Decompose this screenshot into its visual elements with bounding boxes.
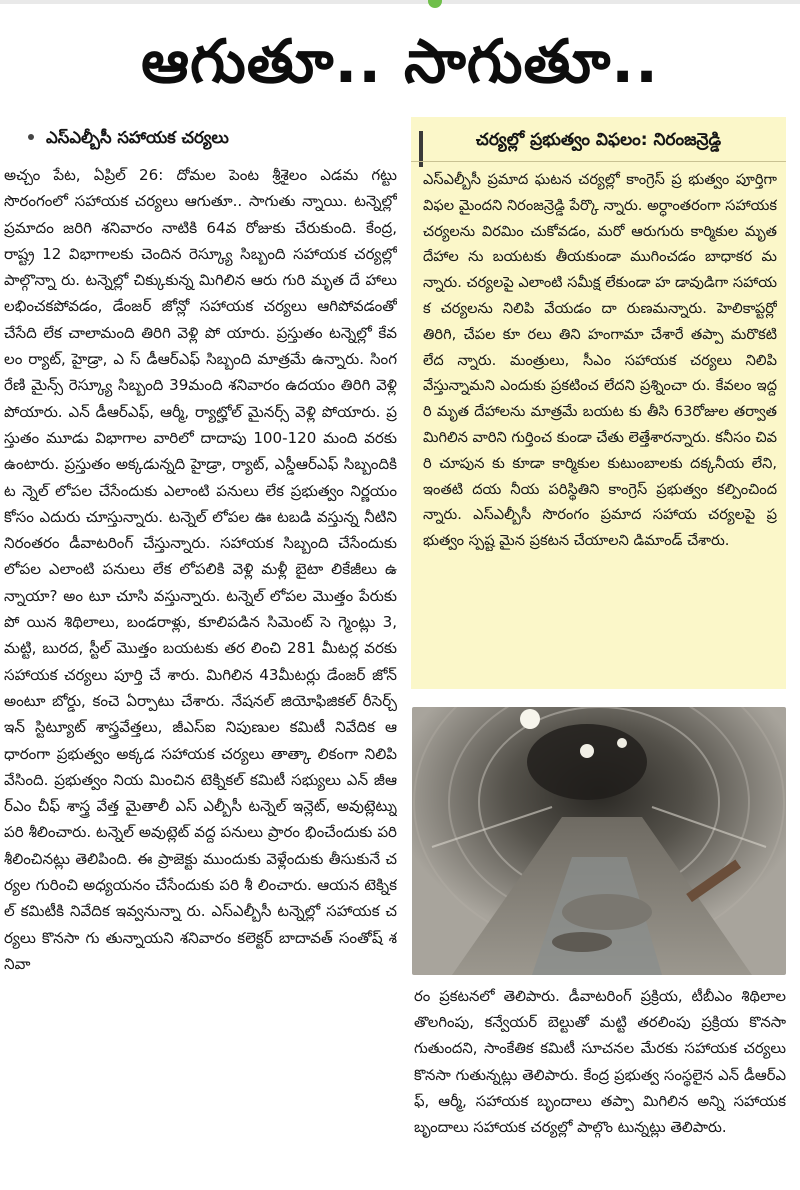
- sidebar-body: ఎస్ఎల్బీసీ ప్రమాద ఘటన చర్యల్లో కాంగ్రెస్ ప్ర భుత్వం పూర్తిగా విఫల మైందని నిరంజన్రెడ్డి పేర్కొ న్నారు. అర్ధాంతరంగా సహాయక చర్యలను విరమిం చుకోవడం, మరో ఆరుగురు కార్మికుల మృతదేహాల ను బయటకు తీయకుండా ముగించడం బాధాకర మన్నారు. చర్యలపై ఎలాంటి సమీక్ష లేకుండా హ డావుడిగా సహాయక చర్యలను నిలిపి వేయడం దా రుణమన్నారు. హెలికాప్టర్లో తిరిగి, చేపల కూ రలు తిని హంగామా చేశారే తప్పా మరొకటి లేద న్నారు. మంత్రులు, సీఎం సహాయక చర్యలు నిలిపి వేస్తున్నామని ఎందుకు ప్రకటించ లేదని ప్రశ్నించా రు. కేవలం ఇద్దరి మృత దేహాలను మాత్రమే బయట కు తీసి 63రోజుల తర్వాత మిగిలిన వారిని గుర్తించ కుండా చేతు లెత్తేశారన్నారు. కనీసం చివరి చూపున కు కూడా కార్మికుల కుటుంబాలకు దక్కనీయ లేని, ఇంతటి దయ నీయ పరిస్థితిని కాంగ్రెస్ ప్రభుత్వం కల్పించిందన్నారు. ఎస్ఎల్బీసీ సొరంగం ప్రమాద సహాయ చర్యలపై ప్రభుత్వం స్పష్ట మైన ప్రకటన చేయాలని డిమాండ్ చేశారు.: [423, 171, 777, 550]
- page-top-rule: [0, 0, 800, 4]
- tunnel-photo: [412, 707, 786, 975]
- story-body: అచ్చం పేట, ఏప్రిల్ 26: దోమల పెంట శ్రీశైలం ఎడమ గట్టు సొరంగంలో సహాయక చర్యలు ఆగుతూ.. సాగుతు న్నాయి. టన్నెల్లో ప్రమాదం జరిగి శనివారం నాటికి 64వ రోజుకు చేరుకుంది. కేంద్ర, రాష్ట్ర 12 విభాగాలకు చెందిన రెస్క్యూ సిబ్బంది సహాయక చర్యల్లో పాల్గొన్నా రు. టన్నెల్లో చిక్కుకున్న మిగిలిన ఆరు గురి మృత దే హాలు లభించకపోవడం, డేంజర్ జోన్లో సహాయక చర్యలు ఆగిపోవడంతో చేసేది లేక చాలామంది తిరిగి వెళ్లి పో యారు. ప్రస్తుతం టన్నెల్లో కేవలం ర్యాట్, హైడ్రా, ఎ స్ డీఆర్ఎఫ్ సిబ్బంది మాత్రమే ఉన్నారు. సింగరేణి మైన్స్ రెస్క్యూ సిబ్బంది 39మంది శనివారం ఉదయం తిరిగి వెళ్లి పోయారు. ఎన్ డీఆర్ఎఫ్, ఆర్మీ, ర్యాట్హోల్ మైనర్స్ వెళ్లి పోయారు. ప్రస్తుతం మూడు విభాగాల వారిలో దాదాపు 100-120 మంది వరకు ఉంటారు. ప్రస్తుతం అక్కడున్నది హైడ్రా, ర్యాట్, ఎస్డీఆర్ఎఫ్ సిబ్బందికి ట న్నెల్ లోపల చేసేందుకు ఎలాంటి పనులు లేక ప్రభుత్వం నిర్ణయం కోసం ఎదురు చూస్తున్నారు. టన్నెల్ లోపల ఊ టబడి వస్తున్న నీటిని నిరంతరం డీవాటరింగ్ చేస్తున్నారు. సహాయక సిబ్బంది చేసేందుకు లోపల ఎలాంటి పనులు లేక లోపలికి వెళ్లి మళ్లీ బైటా లికేజీలు ఉన్నాయా? అం టూ చూసి వస్తున్నారు. టన్నెల్ లోపల మొత్తం పేరుకు పో యిన శిథిలాలు, బండరాళ్లు, కూలిపడిన సిమెంట్ సె గ్మెంట్లు 3, మట్టి, బురద, స్టీల్ మొత్తం బయటకు తర లించి 281 మీటర్ల వరకు సహాయక చర్యలు పూర్తి చే శారు. మిగిలిన 43మీటర్లు డేంజర్ జోన్ అంటూ బోర్డు, కంచె ఏర్పాటు చేశారు. నేషనల్ జియోఫిజికల్ రీసెర్చ్ ఇన్ స్టిట్యూట్ శాస్త్రవేత్తలు, జీఎస్ఐ నిపుణుల కమిటీ నివేదిక ఆధారంగా ప్రభుత్వం అక్కడ సహాయక చర్యలు తాత్కా లికంగా నిలిపి వేసింది. ప్రభుత్వం నియ మించిన టెక్నికల్ కమిటీ సభ్యులు ఎన్ జీఆర్ఎం చీఫ్ శాస్త్ర వేత్త మైతాలీ ఎస్ ఎల్బీసీ టన్నెల్ ఇన్లెట్, అవుట్లెట్ను పరి శీలించారు. టన్నెల్ అవుట్లెట్ వద్ద పనులు ప్రారం భించేందుకు పరి శీలించినట్లు తెలిపింది. ఈ ప్రాజెక్టు ముందుకు వెళ్లేందుకు తీసుకునే చర్యల గురించి అధ్యయనం చేసేందుకు పరి శీ లించారు. ఆయన టెక్నికల్ కమిటీకి నివేదిక ఇవ్వనున్నా రు. ఎస్ఎల్బీసీ టన్నెల్లో సహాయక చర్యలు కొనసా గు తున్నాయని శనివారం కలెక్టర్ బాదావత్ సంతోష్ శనివా: [4, 166, 397, 973]
- story-continuation: రం ప్రకటనలో తెలిపారు. డీవాటరింగ్ ప్రక్రియ, టీబీఎం శిథిలాల తొలగింపు, కన్వేయర్ బెల్టుతో మట్టి తరలింపు ప్రక్రియ కొనసా గుతుందని, సాంకేతిక కమిటీ సూచనల మేరకు సహాయక చర్యలు కొనసా గుతున్నట్లు తెలిపారు. కేంద్ర ప్రభుత్వ సంస్థలైన ఎన్ డీఆర్ఎఫ్, ఆర్మీ, సహాయక బృందాలు తప్పా మిగిలిన అన్ని సహాయక బృందాలు సహాయక చర్యల్లో పాల్గొం టున్నట్లు తెలిపారు.: [414, 988, 786, 1137]
- bullet-icon: [28, 134, 34, 140]
- story-subheading-text: ఎస్ఎల్బీసీ సహాయక చర్యలు: [46, 128, 229, 147]
- tunnel-light: [520, 709, 540, 729]
- sidebar-box: [411, 117, 786, 689]
- leaf-icon: [428, 0, 442, 8]
- sidebar-title: చర్యల్లో ప్రభుత్వం విఫలం: నిరంజన్రెడ్డి: [411, 127, 786, 153]
- sidebar-divider: [411, 161, 786, 162]
- headline: ఆగుతూ.. సాగుతూ..: [141, 27, 659, 97]
- tunnel-photo-illustration: [412, 707, 786, 975]
- story-subheading: [0, 124, 400, 152]
